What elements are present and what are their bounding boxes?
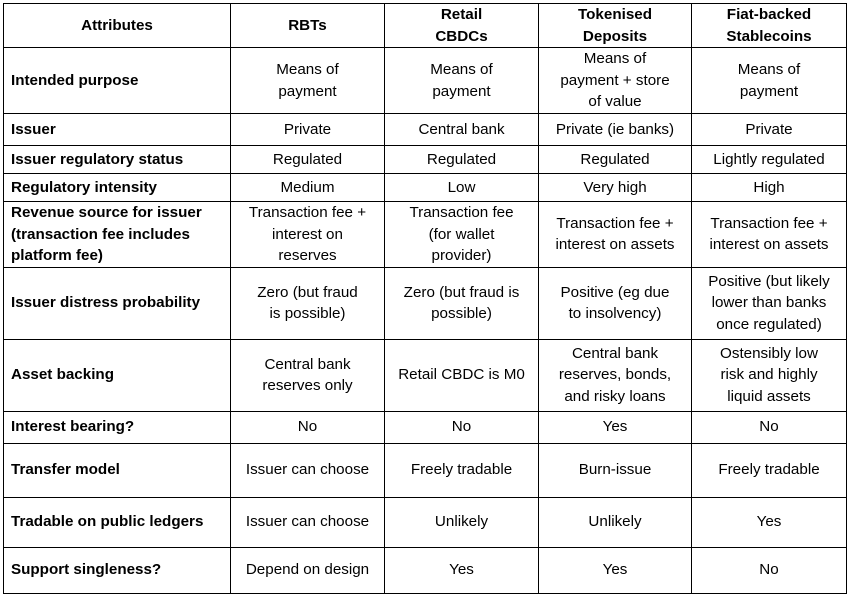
row-intended-purpose bbox=[4, 48, 847, 114]
cell-tokenised-deposits bbox=[539, 48, 692, 114]
cell-tokenised-deposits bbox=[539, 174, 692, 202]
cell-value-line: No bbox=[759, 418, 779, 436]
cell-value-line: Transaction fee + bbox=[556, 214, 674, 232]
header-rbts bbox=[231, 4, 385, 48]
attribute-cell bbox=[4, 267, 231, 339]
cell-retail-cbdcs bbox=[385, 497, 539, 547]
cell-retail-cbdcs bbox=[385, 114, 539, 146]
header-line: Deposits bbox=[582, 27, 648, 45]
cell-value-line: payment + store bbox=[560, 71, 670, 89]
cell-value-line: (for wallet bbox=[428, 225, 495, 243]
cell-rbts bbox=[231, 114, 385, 146]
attribute-label-line: Support singleness? bbox=[11, 561, 162, 579]
cell-retail-cbdcs bbox=[385, 443, 539, 497]
attribute-cell bbox=[4, 202, 231, 268]
header-line: Fiat-backed bbox=[726, 6, 812, 23]
cell-value-line: Regulated bbox=[580, 150, 650, 168]
cell-value-line: No bbox=[451, 418, 472, 436]
cell-fiat-backed-stablecoins bbox=[692, 267, 847, 339]
cell-retail-cbdcs bbox=[385, 411, 539, 443]
cell-retail-cbdcs bbox=[385, 267, 539, 339]
cell-value-line: interest on assets bbox=[709, 236, 829, 254]
cell-value-line: Lightly regulated bbox=[713, 150, 825, 168]
row-revenue-source bbox=[4, 202, 847, 268]
header-line: Tokenised bbox=[578, 6, 652, 23]
cell-retail-cbdcs bbox=[385, 48, 539, 114]
cell-value-line: Central bank bbox=[418, 120, 505, 138]
cell-rbts bbox=[231, 202, 385, 268]
cell-value-line: Transaction fee + bbox=[248, 204, 367, 221]
cell-retail-cbdcs bbox=[385, 339, 539, 411]
cell-value-line: Medium bbox=[280, 178, 335, 196]
cell-value-line: lower than banks bbox=[711, 294, 827, 312]
cell-value-line: High bbox=[753, 178, 785, 196]
attribute-cell bbox=[4, 497, 231, 547]
cell-value-line: reserves only bbox=[262, 377, 353, 394]
cell-rbts bbox=[231, 174, 385, 202]
header-fiat-backed-stablecoins bbox=[692, 4, 847, 48]
cell-rbts bbox=[231, 267, 385, 339]
cell-value-line: Issuer can choose bbox=[245, 461, 370, 479]
cell-value-line: Private (ie banks) bbox=[555, 120, 675, 138]
cell-retail-cbdcs bbox=[385, 174, 539, 202]
cell-fiat-backed-stablecoins bbox=[692, 497, 847, 547]
row-interest-bearing bbox=[4, 411, 847, 443]
cell-fiat-backed-stablecoins bbox=[692, 114, 847, 146]
table-body bbox=[4, 48, 847, 594]
cell-value-line: Private bbox=[745, 120, 793, 138]
cell-tokenised-deposits bbox=[539, 114, 692, 146]
attribute-label-line: Asset backing bbox=[11, 366, 114, 384]
cell-fiat-backed-stablecoins bbox=[692, 411, 847, 443]
cell-value-line: Means of bbox=[430, 61, 493, 78]
cell-value-line: of value bbox=[588, 93, 642, 111]
cell-value-line: Means of bbox=[583, 50, 647, 68]
cell-value-line: reserves bbox=[278, 247, 337, 264]
cell-tokenised-deposits bbox=[539, 267, 692, 339]
row-issuer-regulatory-status bbox=[4, 146, 847, 174]
cell-value-line: Regulated bbox=[426, 150, 497, 168]
header-line: CBDCs bbox=[435, 27, 488, 45]
cell-value-line: possible) bbox=[431, 305, 492, 322]
cell-value-line: risk and highly bbox=[720, 366, 818, 384]
cell-value-line: Yes bbox=[449, 561, 474, 579]
attribute-cell bbox=[4, 411, 231, 443]
cell-value-line: No bbox=[297, 418, 318, 436]
cell-value-line: Central bank bbox=[571, 344, 659, 362]
attribute-cell bbox=[4, 339, 231, 411]
cell-fiat-backed-stablecoins bbox=[692, 146, 847, 174]
attribute-label-line: Intended purpose bbox=[11, 71, 139, 89]
attribute-label-line: Issuer regulatory status bbox=[11, 150, 184, 168]
row-issuer-distress-probability bbox=[4, 267, 847, 339]
cell-value-line: payment bbox=[739, 82, 799, 100]
cell-rbts bbox=[231, 547, 385, 593]
attribute-cell bbox=[4, 114, 231, 146]
cell-value-line: Transaction fee + bbox=[710, 214, 828, 232]
attribute-label-line: (transaction fee includes bbox=[11, 225, 190, 243]
cell-value-line: Depend on design bbox=[245, 561, 370, 579]
cell-value-line: Burn-issue bbox=[578, 461, 652, 479]
header-row bbox=[4, 4, 847, 48]
cell-value-line: interest on bbox=[272, 225, 343, 243]
cell-fiat-backed-stablecoins bbox=[692, 174, 847, 202]
cell-tokenised-deposits bbox=[539, 443, 692, 497]
cell-fiat-backed-stablecoins bbox=[692, 443, 847, 497]
cell-tokenised-deposits bbox=[539, 202, 692, 268]
cell-fiat-backed-stablecoins bbox=[692, 339, 847, 411]
cell-value-line: Retail CBDC is M0 bbox=[398, 366, 525, 384]
attribute-label-line: Issuer bbox=[11, 120, 56, 138]
row-regulatory-intensity bbox=[4, 174, 847, 202]
attribute-label-line: Revenue source for issuer bbox=[11, 204, 202, 221]
attribute-label-line: Issuer distress probability bbox=[11, 294, 201, 312]
header-line: RBTs bbox=[288, 16, 327, 34]
cell-value-line: to insolvency) bbox=[568, 305, 662, 322]
cell-rbts bbox=[231, 411, 385, 443]
row-tradable-public-ledgers bbox=[4, 497, 847, 547]
attribute-label-line: platform fee) bbox=[11, 247, 103, 264]
attribute-cell bbox=[4, 146, 231, 174]
cell-value-line: Private bbox=[283, 120, 332, 138]
cell-value-line: Freely tradable bbox=[410, 461, 513, 479]
cell-value-line: payment bbox=[278, 82, 337, 100]
cell-fiat-backed-stablecoins bbox=[692, 48, 847, 114]
cell-rbts bbox=[231, 48, 385, 114]
cell-value-line: Transaction fee bbox=[409, 204, 514, 221]
attribute-label-line: Tradable on public ledgers bbox=[11, 513, 204, 531]
table-header bbox=[4, 4, 847, 48]
cell-retail-cbdcs bbox=[385, 146, 539, 174]
attribute-label-line: Interest bearing? bbox=[11, 418, 135, 436]
cell-value-line: provider) bbox=[431, 247, 492, 264]
cell-value-line: reserves, bonds, bbox=[558, 366, 672, 384]
header-attributes: Attributes bbox=[4, 4, 231, 48]
cell-retail-cbdcs bbox=[385, 547, 539, 593]
cell-value-line: Issuer can choose bbox=[245, 513, 370, 531]
comparison-table bbox=[3, 3, 847, 594]
cell-value-line: Regulated bbox=[272, 150, 343, 168]
cell-rbts bbox=[231, 146, 385, 174]
cell-value-line: Very high bbox=[583, 178, 647, 196]
header-line: Retail bbox=[440, 6, 483, 23]
cell-value-line: Positive (but likely bbox=[708, 272, 830, 290]
attribute-cell bbox=[4, 174, 231, 202]
cell-retail-cbdcs bbox=[385, 202, 539, 268]
cell-value-line: Unlikely bbox=[588, 513, 642, 531]
cell-value-line: payment bbox=[432, 82, 491, 100]
cell-value-line: Yes bbox=[756, 513, 782, 531]
cell-rbts bbox=[231, 339, 385, 411]
cell-value-line: interest on assets bbox=[555, 236, 675, 254]
attribute-cell bbox=[4, 48, 231, 114]
cell-value-line: Unlikely bbox=[434, 513, 489, 531]
attribute-label-line: Transfer model bbox=[11, 461, 120, 479]
cell-value-line: Freely tradable bbox=[718, 461, 820, 479]
row-asset-backing bbox=[4, 339, 847, 411]
cell-tokenised-deposits bbox=[539, 146, 692, 174]
cell-tokenised-deposits bbox=[539, 339, 692, 411]
cell-value-line: once regulated) bbox=[716, 315, 822, 333]
cell-value-line: Positive (eg due bbox=[560, 283, 670, 301]
header-retail-cbdcs bbox=[385, 4, 539, 48]
cell-value-line: Means of bbox=[737, 61, 801, 78]
cell-value-line: Zero (but fraud is bbox=[403, 283, 520, 301]
cell-fiat-backed-stablecoins bbox=[692, 547, 847, 593]
attribute-cell bbox=[4, 547, 231, 593]
header-tokenised-deposits bbox=[539, 4, 692, 48]
cell-value-line: Yes bbox=[602, 561, 628, 579]
attribute-cell bbox=[4, 443, 231, 497]
cell-fiat-backed-stablecoins bbox=[692, 202, 847, 268]
cell-value-line: and risky loans bbox=[564, 387, 666, 405]
cell-value-line: Yes bbox=[602, 418, 628, 436]
cell-rbts bbox=[231, 497, 385, 547]
cell-tokenised-deposits bbox=[539, 411, 692, 443]
cell-value-line: liquid assets bbox=[727, 387, 811, 405]
cell-value-line: is possible) bbox=[269, 305, 346, 322]
cell-value-line: Central bank bbox=[264, 355, 351, 373]
cell-rbts bbox=[231, 443, 385, 497]
cell-value-line: Ostensibly low bbox=[720, 344, 818, 362]
cell-value-line: No bbox=[759, 561, 779, 579]
row-support-singleness bbox=[4, 547, 847, 593]
cell-value-line: Means of bbox=[276, 61, 339, 78]
cell-tokenised-deposits bbox=[539, 497, 692, 547]
attribute-label-line: Regulatory intensity bbox=[11, 178, 157, 196]
row-issuer bbox=[4, 114, 847, 146]
cell-value-line: Low bbox=[447, 178, 476, 196]
header-line: Stablecoins bbox=[726, 27, 812, 45]
row-transfer-model bbox=[4, 443, 847, 497]
cell-tokenised-deposits bbox=[539, 547, 692, 593]
cell-value-line: Zero (but fraud bbox=[257, 283, 358, 301]
